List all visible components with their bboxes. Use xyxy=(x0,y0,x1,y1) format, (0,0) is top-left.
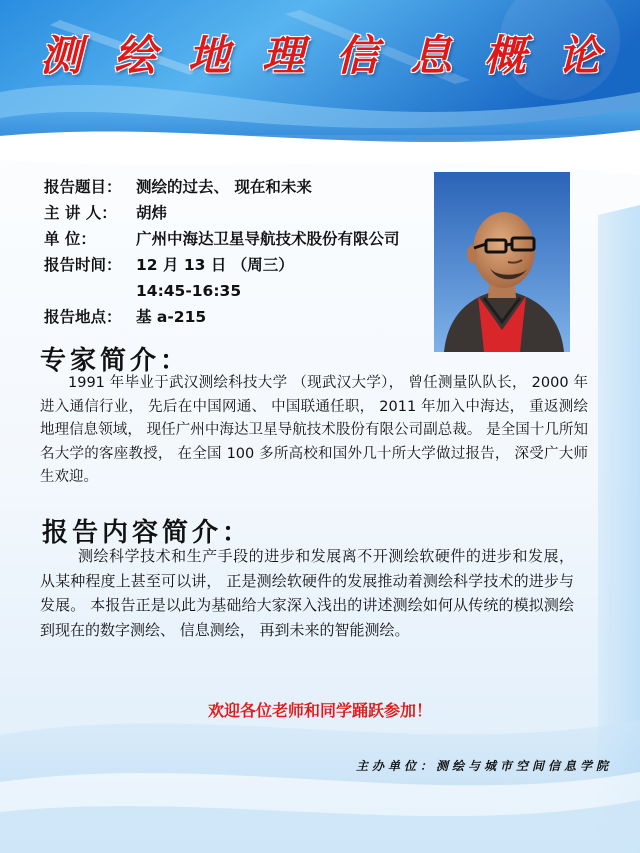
welcome-message: 欢迎各位老师和同学踊跃参加！ xyxy=(207,701,432,720)
expert-heading: 专家简介： xyxy=(40,346,191,376)
info-row-affiliation xyxy=(44,226,434,252)
info-value: 广州中海达卫星导航技术股份有限公司 xyxy=(136,230,400,248)
speaker-photo xyxy=(434,172,570,352)
info-label xyxy=(44,278,136,304)
info-value: 12 月 13 日 （周三） xyxy=(136,256,294,274)
info-label: 报告时间： xyxy=(44,256,122,274)
info-value: 测绘的过去、 现在和未来 xyxy=(136,178,312,196)
report-heading: 报告内容简介： xyxy=(42,518,253,548)
info-value: 胡炜 xyxy=(136,204,168,222)
report-summary: 测绘科学技术和生产手段的进步和发展离不开测绘软硬件的进步和发展， 从某种程度上甚至可以讲， 正是测绘软硬件的发展推动着测绘科学技术的进步与发展。 本报告正是以此为基础给大家深入浅出的讲述测绘如何从传统的模拟测绘到现在的数字测绘、 信息测绘， 再到未来的智能测绘。 xyxy=(40,547,574,639)
info-row-speaker xyxy=(44,200,434,226)
expert-bio: 1991 年毕业于武汉测绘科技大学 （现武汉大学）， 曾任测量队队长， 2000 年进入通信行业， 先后在中国网通、 中国联通任职， 2011 年加入中海达， 重返测绘地理信息领域， 现任广州中海达卫星导航技术股份有限公司副总裁。 是全国十几所知名大学的客座教授， 在全国 100 多所高校和国外几十所大学做过报告， 深受广大师生欢迎。 xyxy=(40,375,588,485)
info-value: 14:45-16:35 xyxy=(136,282,242,300)
organizer-line: 主办单位：测绘与城市空间信息学院 xyxy=(355,759,612,773)
info-label: 单 位： xyxy=(44,230,96,248)
info-row-time xyxy=(44,252,434,278)
info-row-time-range xyxy=(44,278,434,304)
info-row-location xyxy=(44,304,434,330)
report-info xyxy=(44,174,434,330)
info-label: 主 讲 人： xyxy=(44,204,117,222)
poster-title: 测绘地理信息概论 xyxy=(39,31,632,80)
info-value: 基 a-215 xyxy=(136,308,207,326)
info-row-topic xyxy=(44,174,434,200)
info-label: 报告地点： xyxy=(44,308,122,326)
info-label: 报告题目： xyxy=(44,178,122,196)
